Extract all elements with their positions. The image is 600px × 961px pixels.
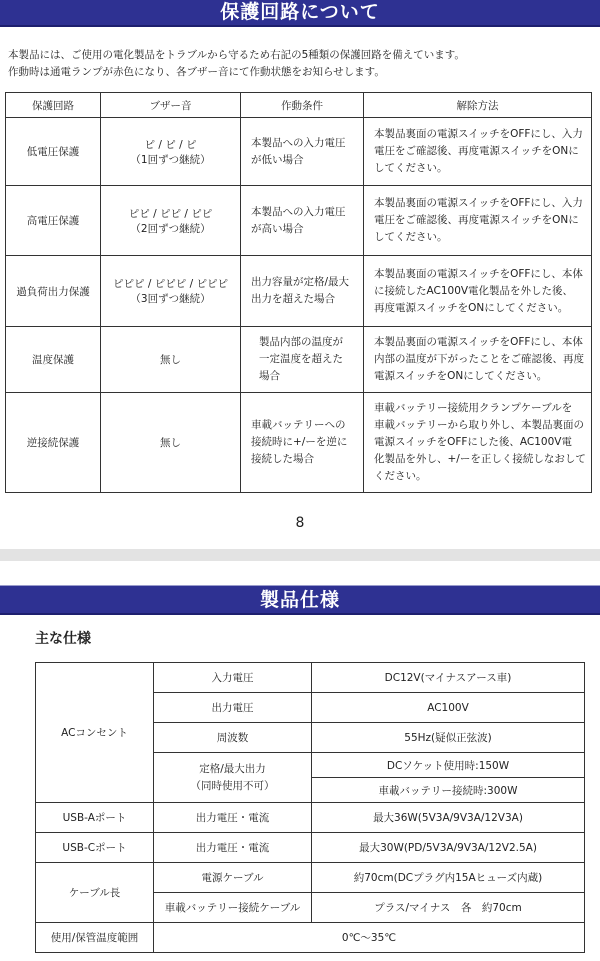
release-line: 電圧をご確認後、再度電源スイッチをONに <box>374 145 579 157</box>
buzzer-cell <box>101 327 241 393</box>
spec-category-usb-a: USB-Aポート <box>36 803 154 833</box>
release-line: 本製品裏面の電源スイッチをOFFにし、本体 <box>374 336 583 348</box>
header-circuit: 保護回路 <box>6 93 101 118</box>
condition-cell <box>241 393 364 493</box>
release-cell <box>364 393 592 493</box>
rated-label: 定格/最大出力 <box>199 762 266 775</box>
buzzer-note: （2回ずつ継続） <box>130 222 211 235</box>
release-line: 本製品裏面の電源スイッチをOFFにし、入力 <box>374 128 583 140</box>
buzzer-note: （1回ずつ継続） <box>130 153 211 166</box>
spec-label: 出力電圧 <box>154 693 312 723</box>
table-row <box>36 803 585 833</box>
release-cell <box>364 118 592 186</box>
circuit-name: 過負荷出力保護 <box>6 256 101 327</box>
release-line: 車載バッテリー接続用クランプケーブルを <box>374 402 573 414</box>
table-row <box>6 186 592 256</box>
spec-category-ac: ACコンセント <box>36 663 154 803</box>
table-row <box>6 393 592 493</box>
section-title-protection: 保護回路について <box>0 0 600 27</box>
release-line: ください。 <box>374 470 427 482</box>
buzzer-pattern: 無し <box>160 437 181 449</box>
condition-line: 接続した場合 <box>251 453 314 465</box>
page-number: 8 <box>295 515 305 531</box>
condition-line: 出力を超えた場合 <box>251 293 335 305</box>
buzzer-pattern: ピピピ / ピピピ / ピピピ <box>113 278 228 290</box>
condition-cell <box>241 118 364 186</box>
spec-value: 0℃〜35℃ <box>154 923 585 953</box>
condition-line: 製品内部の温度が <box>259 336 343 348</box>
table-row <box>6 256 592 327</box>
spec-label: 出力電圧・電流 <box>154 833 312 863</box>
buzzer-pattern: ピピ / ピピ / ピピ <box>128 207 213 220</box>
spec-label: 周波数 <box>154 723 312 753</box>
spec-value: DC12V(マイナスアース車) <box>312 663 585 693</box>
condition-line: が低い場合 <box>251 153 304 166</box>
condition-line: 場合 <box>259 370 280 382</box>
table-row <box>36 863 585 893</box>
spec-value: 55Hz(疑似正弦波) <box>312 723 585 753</box>
table-header-row <box>6 93 592 118</box>
release-line: 電圧をご確認後、再度電源スイッチをONに <box>374 214 579 226</box>
condition-cell <box>241 186 364 256</box>
release-line: 電源スイッチをONにしてください。 <box>374 370 548 382</box>
buzzer-pattern: ピ / ピ / ピ <box>144 138 197 151</box>
table-row <box>36 663 585 693</box>
condition-line: 本製品への入力電圧 <box>251 136 346 149</box>
header-buzzer: ブザー音 <box>101 93 241 118</box>
page-divider <box>0 549 600 561</box>
release-line: 内部の温度が下がったことをご確認後、再度 <box>374 353 584 365</box>
table-row <box>6 327 592 393</box>
condition-line: 本製品への入力電圧 <box>251 205 346 218</box>
condition-cell <box>241 327 364 393</box>
spec-value: AC100V <box>312 693 585 723</box>
table-row <box>6 118 592 186</box>
spec-value: DCソケット使用時:150W <box>312 753 585 778</box>
release-line: 本製品裏面の電源スイッチをOFFにし、本体 <box>374 267 583 280</box>
release-line: してください。 <box>374 162 448 174</box>
buzzer-pattern: 無し <box>160 354 181 366</box>
release-cell <box>364 256 592 327</box>
circuit-name: 低電圧保護 <box>6 118 101 186</box>
buzzer-cell <box>101 393 241 493</box>
buzzer-cell <box>101 256 241 327</box>
circuit-name: 高電圧保護 <box>6 186 101 256</box>
table-row <box>36 833 585 863</box>
intro-line-1: 本製品には、ご使用の電化製品をトラブルから守るため右記の5種類の保護回路を備えています。 <box>8 49 465 61</box>
header-release: 解除方法 <box>364 93 592 118</box>
protection-table <box>5 92 592 493</box>
release-line: に接続したAC100V電化製品を外した後、 <box>374 284 574 297</box>
header-condition: 作動条件 <box>241 93 364 118</box>
condition-line: が高い場合 <box>251 222 304 235</box>
spec-value: 最大36W(5V3A/9V3A/12V3A) <box>312 803 585 833</box>
spec-label: 入力電圧 <box>154 663 312 693</box>
spec-value: プラス/マイナス 各 約70cm <box>312 893 585 923</box>
condition-line: 出力容量が定格/最大 <box>251 276 350 288</box>
release-line: 本製品裏面の電源スイッチをOFFにし、入力 <box>374 197 583 209</box>
release-cell <box>364 186 592 256</box>
spec-value: 約70cm(DCプラグ内15Aヒューズ内蔵) <box>312 863 585 893</box>
spec-label: 車載バッテリー接続ケーブル <box>154 893 312 923</box>
condition-cell <box>241 256 364 327</box>
release-cell <box>364 327 592 393</box>
spec-label-rated <box>154 753 312 803</box>
condition-line: 車載バッテリーへの <box>251 419 346 431</box>
spec-category-usb-c: USB-Cポート <box>36 833 154 863</box>
section-title-spec: 製品仕様 <box>0 585 600 615</box>
intro-line-2: 作動時は通電ランプが赤色になり、各ブザー音にて作動状態をお知らせします。 <box>8 66 385 78</box>
release-line: 化製品を外し、+/ーを正しく接続しなおして <box>374 453 586 465</box>
spec-category-temp: 使用/保管温度範囲 <box>36 923 154 953</box>
condition-line: 接続時に+/ーを逆に <box>251 436 348 448</box>
spec-label: 出力電圧・電流 <box>154 803 312 833</box>
spec-table <box>35 662 585 953</box>
spec-value: 車載バッテリー接続時:300W <box>312 778 585 803</box>
rated-note: （同時使用不可） <box>190 779 275 792</box>
spec-label: 電源ケーブル <box>154 863 312 893</box>
release-line: 電源スイッチをOFFにした後、AC100V電 <box>374 436 572 448</box>
spec-subtitle: 主な仕様 <box>35 631 91 647</box>
buzzer-cell <box>101 118 241 186</box>
release-line: 車載バッテリーから取り外し、本製品裏面の <box>374 419 584 431</box>
intro-text <box>8 47 465 81</box>
circuit-name: 逆接続保護 <box>6 393 101 493</box>
buzzer-cell <box>101 186 241 256</box>
circuit-name: 温度保護 <box>6 327 101 393</box>
spec-category-cable: ケーブル長 <box>36 863 154 923</box>
table-row <box>36 923 585 953</box>
condition-line: 一定温度を超えた <box>259 353 343 365</box>
release-line: 再度電源スイッチをONにしてください。 <box>374 301 569 314</box>
spec-value: 最大30W(PD/5V3A/9V3A/12V2.5A) <box>312 833 585 863</box>
buzzer-note: （3回ずつ継続） <box>130 293 211 305</box>
release-line: してください。 <box>374 231 448 243</box>
